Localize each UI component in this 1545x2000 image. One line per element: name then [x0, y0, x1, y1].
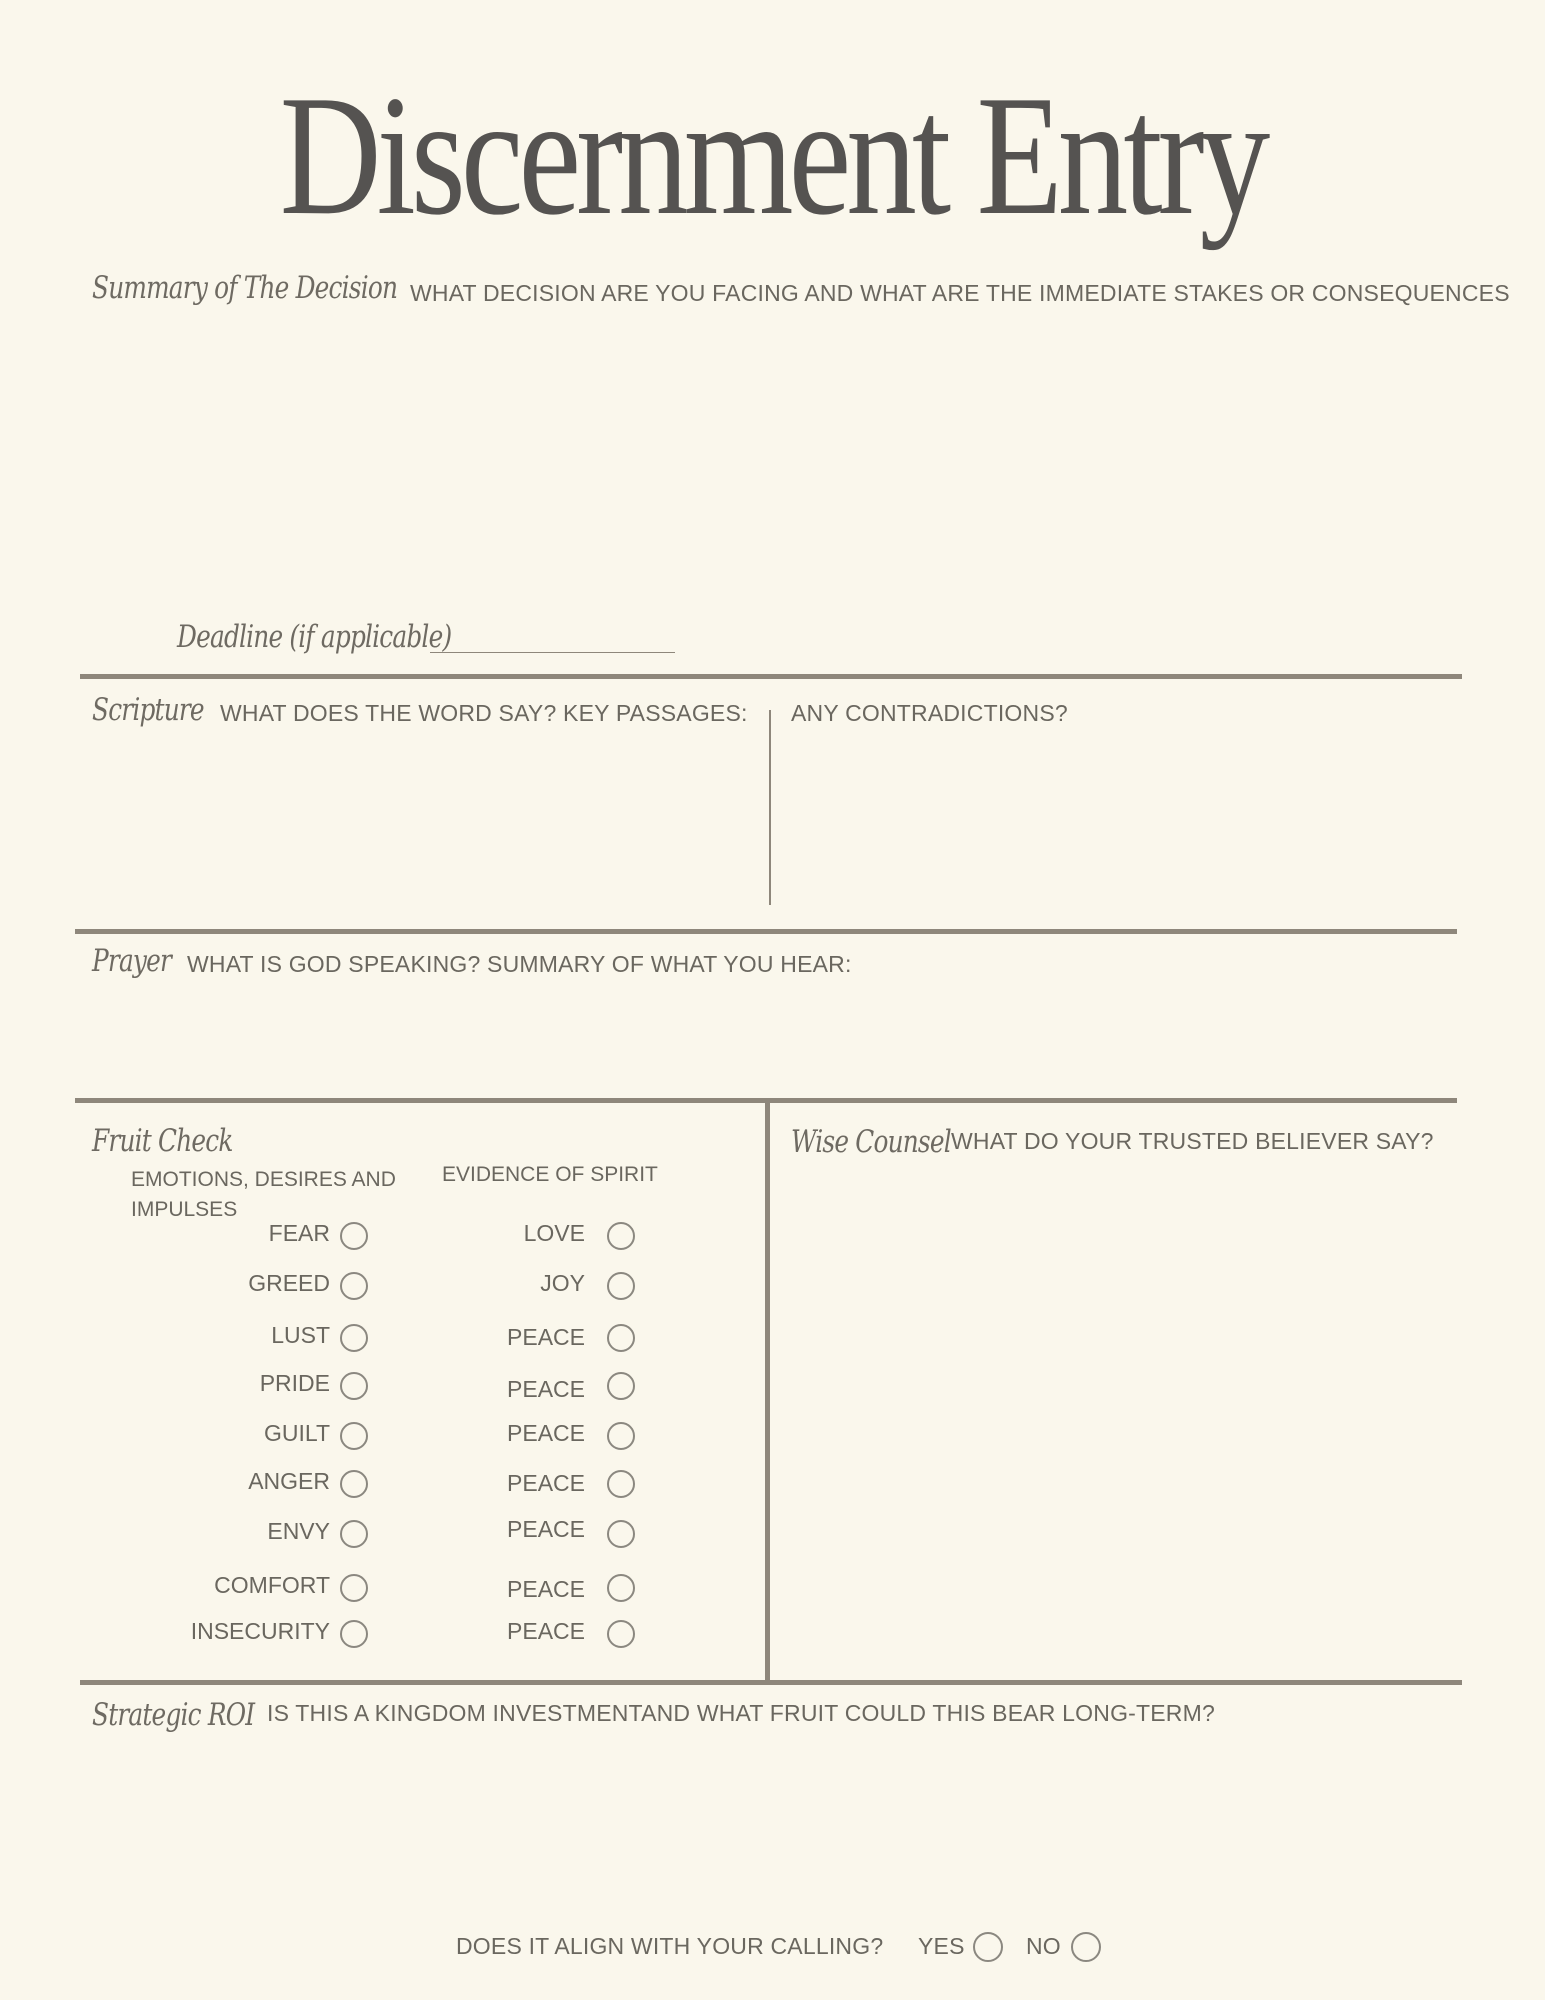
prayer-prompt: WHAT IS GOD SPEAKING? SUMMARY OF WHAT YOU HEAR:	[187, 951, 852, 977]
spirit-checkbox[interactable]	[607, 1520, 635, 1548]
spirit-heading: EVIDENCE OF SPIRIT	[442, 1163, 658, 1186]
emotions-heading-line2: IMPULSES	[131, 1198, 238, 1221]
spirit-checkbox[interactable]	[607, 1574, 635, 1602]
spirit-checkbox[interactable]	[607, 1422, 635, 1450]
emotion-label: INSECURITY	[190, 1618, 330, 1644]
wise-counsel-section-label: Wise Counsel	[791, 1124, 951, 1160]
strategic-roi-answer-area[interactable]	[92, 1745, 1452, 1915]
emotion-checkbox[interactable]	[340, 1620, 368, 1648]
calling-no-radio[interactable]	[1071, 1932, 1101, 1962]
strategic-roi-section-label: Strategic ROI	[92, 1697, 255, 1733]
spirit-checkbox[interactable]	[607, 1324, 635, 1352]
wise-counsel-prompt: WHAT DO YOUR TRUSTED BELIEVER SAY?	[951, 1128, 1434, 1154]
deadline-field[interactable]	[430, 652, 675, 653]
emotion-label: ANGER	[248, 1468, 330, 1494]
spirit-label: PEACE	[507, 1618, 585, 1644]
spirit-label: PEACE	[507, 1420, 585, 1446]
scripture-passages-area[interactable]	[92, 740, 762, 900]
calling-yes-radio[interactable]	[973, 1932, 1003, 1962]
prayer-section-label: Prayer	[92, 943, 172, 979]
strategic-roi-prompt: IS THIS A KINGDOM INVESTMENTAND WHAT FRUIT COULD THIS BEAR LONG-TERM?	[267, 1700, 1215, 1726]
scripture-prompt-contradictions: ANY CONTRADICTIONS?	[791, 700, 1068, 726]
page-title: Discernment Entry	[279, 61, 1266, 251]
spirit-checkbox[interactable]	[607, 1222, 635, 1250]
prayer-answer-area[interactable]	[92, 990, 1452, 1090]
emotion-checkbox[interactable]	[340, 1272, 368, 1300]
emotions-heading-line1: EMOTIONS, DESIRES AND	[131, 1168, 396, 1191]
calling-question: DOES IT ALIGN WITH YOUR CALLING?	[456, 1933, 884, 1959]
scripture-section-label: Scripture	[92, 692, 204, 728]
emotion-checkbox[interactable]	[340, 1422, 368, 1450]
fruit-counsel-divider	[765, 1100, 770, 1685]
scripture-contradictions-area[interactable]	[791, 740, 1451, 900]
spirit-label: PEACE	[507, 1324, 585, 1350]
emotion-checkbox[interactable]	[340, 1574, 368, 1602]
emotion-checkbox[interactable]	[340, 1372, 368, 1400]
section-divider	[75, 929, 1457, 934]
emotion-checkbox[interactable]	[340, 1470, 368, 1498]
spirit-label: PEACE	[507, 1470, 585, 1496]
scripture-column-divider	[769, 710, 771, 905]
emotion-checkbox[interactable]	[340, 1324, 368, 1352]
spirit-label: LOVE	[523, 1220, 585, 1246]
spirit-checkbox[interactable]	[607, 1372, 635, 1400]
spirit-checkbox[interactable]	[607, 1272, 635, 1300]
deadline-label: Deadline (if applicable)	[177, 619, 452, 655]
spirit-checkbox[interactable]	[607, 1620, 635, 1648]
emotion-label: PRIDE	[259, 1370, 330, 1396]
summary-answer-area[interactable]	[410, 320, 1510, 600]
emotion-label: GUILT	[263, 1420, 330, 1446]
scripture-prompt-passages: WHAT DOES THE WORD SAY? KEY PASSAGES:	[220, 700, 748, 726]
emotion-label: COMFORT	[214, 1572, 330, 1598]
spirit-label: PEACE	[507, 1516, 585, 1542]
calling-no-label: NO	[1026, 1933, 1061, 1959]
spirit-checkbox[interactable]	[607, 1470, 635, 1498]
emotion-checkbox[interactable]	[340, 1520, 368, 1548]
spirit-label: JOY	[540, 1270, 585, 1296]
emotion-label: ENVY	[267, 1518, 330, 1544]
summary-section-label: Summary of The Decision	[92, 270, 398, 306]
calling-yes-label: YES	[918, 1933, 965, 1959]
section-divider	[80, 674, 1462, 679]
fruit-check-section-label: Fruit Check	[92, 1123, 233, 1159]
emotion-label: FEAR	[268, 1220, 330, 1246]
summary-prompt: WHAT DECISION ARE YOU FACING AND WHAT ARE THE IMMEDIATE STAKES OR CONSEQUENCES	[410, 280, 1510, 306]
emotion-checkbox[interactable]	[340, 1222, 368, 1250]
spirit-label: PEACE	[507, 1376, 585, 1402]
spirit-label: PEACE	[507, 1576, 585, 1602]
section-divider	[80, 1680, 1462, 1685]
wise-counsel-answer-area[interactable]	[791, 1170, 1456, 1670]
emotion-label: LUST	[271, 1322, 330, 1348]
emotion-label: GREED	[248, 1270, 330, 1296]
